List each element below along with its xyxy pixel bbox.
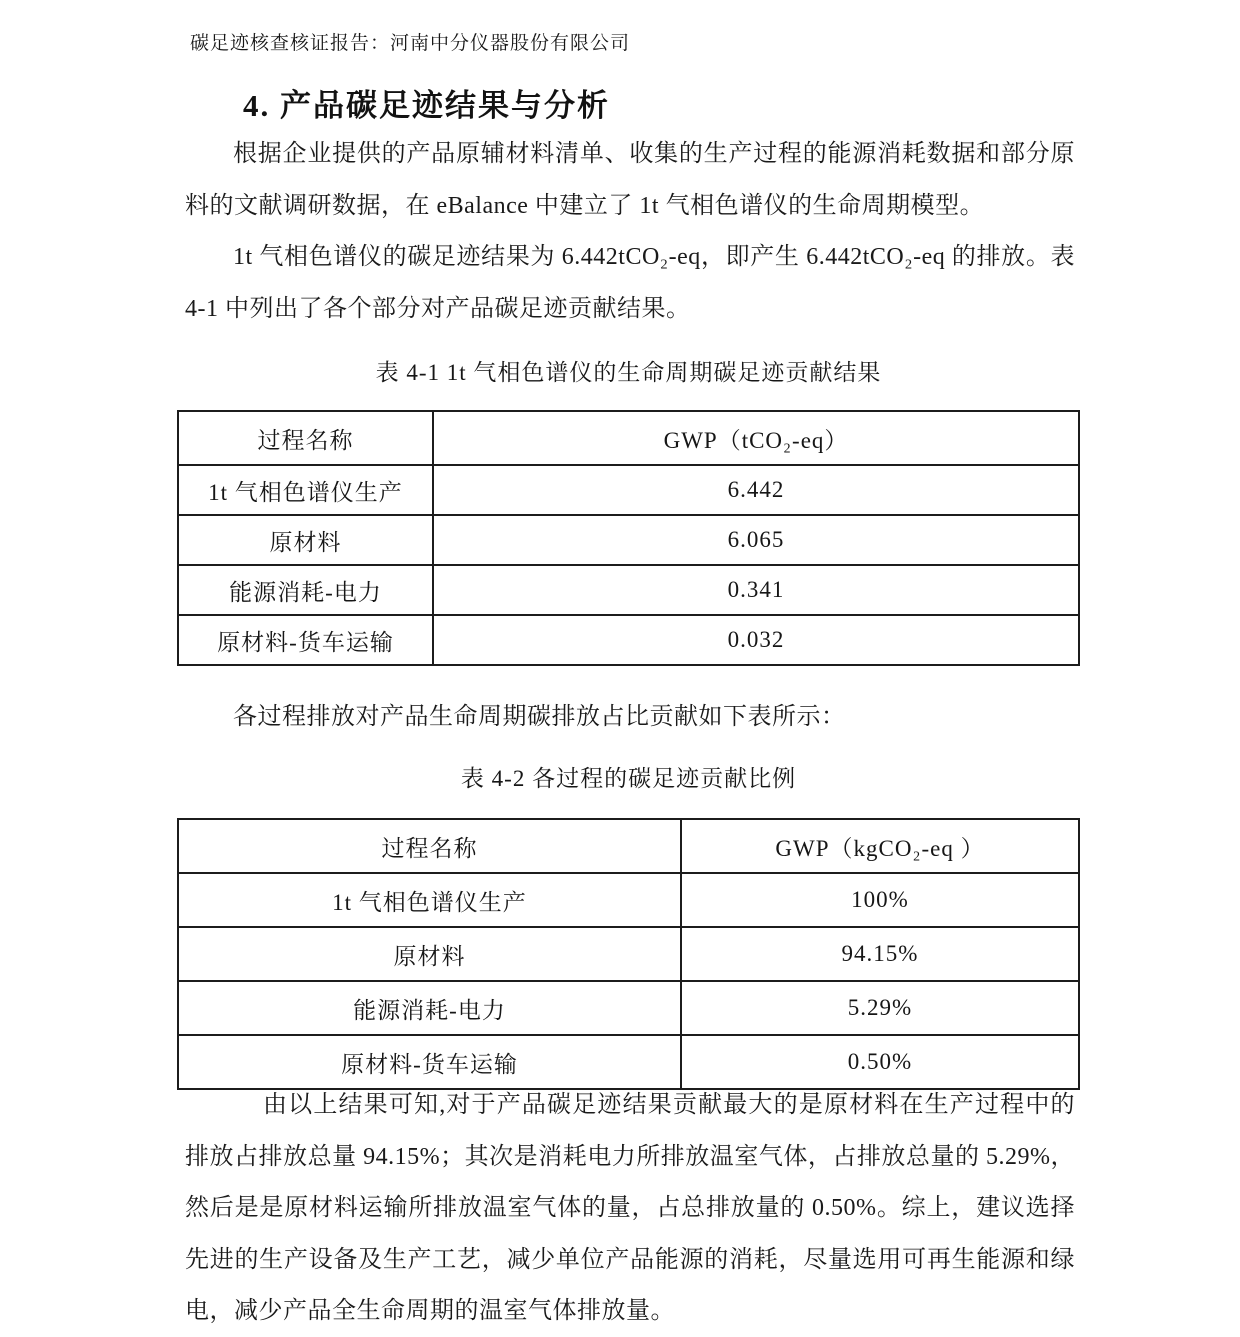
process-name-cell: 原材料-货车运输 <box>178 615 433 665</box>
process-name-cell: 1t 气相色谱仪生产 <box>178 873 681 927</box>
process-name-cell: 1t 气相色谱仪生产 <box>178 465 433 515</box>
table-row <box>178 981 1079 1035</box>
paragraph-ratio-intro: 各过程排放对产品生命周期碳排放占比贡献如下表所示： <box>233 704 846 730</box>
table-row <box>178 515 1079 565</box>
paragraph-model-setup: 根据企业提供的产品原辅材料清单、收集的生产过程的能源消耗数据和部分原料的文献调研数据，在 eBalance 中建立了 1t 气相色谱仪的生命周期模型。 <box>185 141 1075 219</box>
gwp-percent-cell: 94.15% <box>681 927 1079 981</box>
table1-header-gwp: GWP（tCO₂-eq） <box>433 411 1079 465</box>
gwp-value-cell: 6.065 <box>433 515 1079 565</box>
paragraph-footprint-result: 1t 气相色谱仪的碳足迹结果为 6.442tCO₂-eq，即产生 6.442tCO₂-eq 的排放。表 4-1 中列出了各个部分对产品碳足迹贡献结果。 <box>185 244 1075 322</box>
process-name-cell: 原材料 <box>178 927 681 981</box>
mid-paragraph <box>185 692 1075 744</box>
paragraph-conclusion: 由以上结果可知,对于产品碳足迹结果贡献最大的是原材料在生产过程中的排放占排放总量 94.15%；其次是消耗电力所排放温室气体，占排放总量的 5.29%，然后是是原材料运输所排放温室气体的量，占总排放量的 0.50%。综上，建议选择先进的生产设备及生产工艺，减少单位产品能源的消耗，尽量选用可再生能源和绿电，减少产品全生命周期的温室气体排放量。 <box>185 1092 1075 1324</box>
gwp-percent-cell: 0.50% <box>681 1035 1079 1089</box>
table2-header-process: 过程名称 <box>178 819 681 873</box>
process-name-cell: 原材料 <box>178 515 433 565</box>
process-name-cell: 能源消耗-电力 <box>178 981 681 1035</box>
gwp-value-cell: 6.442 <box>433 465 1079 515</box>
table-row <box>178 615 1079 665</box>
gwp-percent-cell: 100% <box>681 873 1079 927</box>
table-4-1 <box>177 410 1080 666</box>
document-header: 碳足迹核查核证报告：河南中分仪器股份有限公司 <box>190 33 631 54</box>
table2-header-gwp: GWP（kgCO₂-eq ） <box>681 819 1079 873</box>
intro-paragraphs <box>185 129 1075 335</box>
table-row <box>178 927 1079 981</box>
table2-caption: 表 4-2 各过程的碳足迹贡献比例 <box>460 766 797 791</box>
table-row <box>178 873 1079 927</box>
table1-caption: 表 4-1 1t 气相色谱仪的生命周期碳足迹贡献结果 <box>375 360 882 385</box>
table2-header-row <box>178 819 1079 873</box>
conclusion-paragraph <box>185 1080 1075 1337</box>
table-4-2 <box>177 818 1080 1090</box>
gwp-value-cell: 0.341 <box>433 565 1079 615</box>
process-name-cell: 能源消耗-电力 <box>178 565 433 615</box>
gwp-percent-cell: 5.29% <box>681 981 1079 1035</box>
section-title: 4. 产品碳足迹结果与分析 <box>243 88 610 123</box>
gwp-value-cell: 0.032 <box>433 615 1079 665</box>
table-row <box>178 465 1079 515</box>
table-row <box>178 565 1079 615</box>
table1-header-process: 过程名称 <box>178 411 433 465</box>
table1-header-row <box>178 411 1079 465</box>
process-name-cell: 原材料-货车运输 <box>178 1035 681 1089</box>
